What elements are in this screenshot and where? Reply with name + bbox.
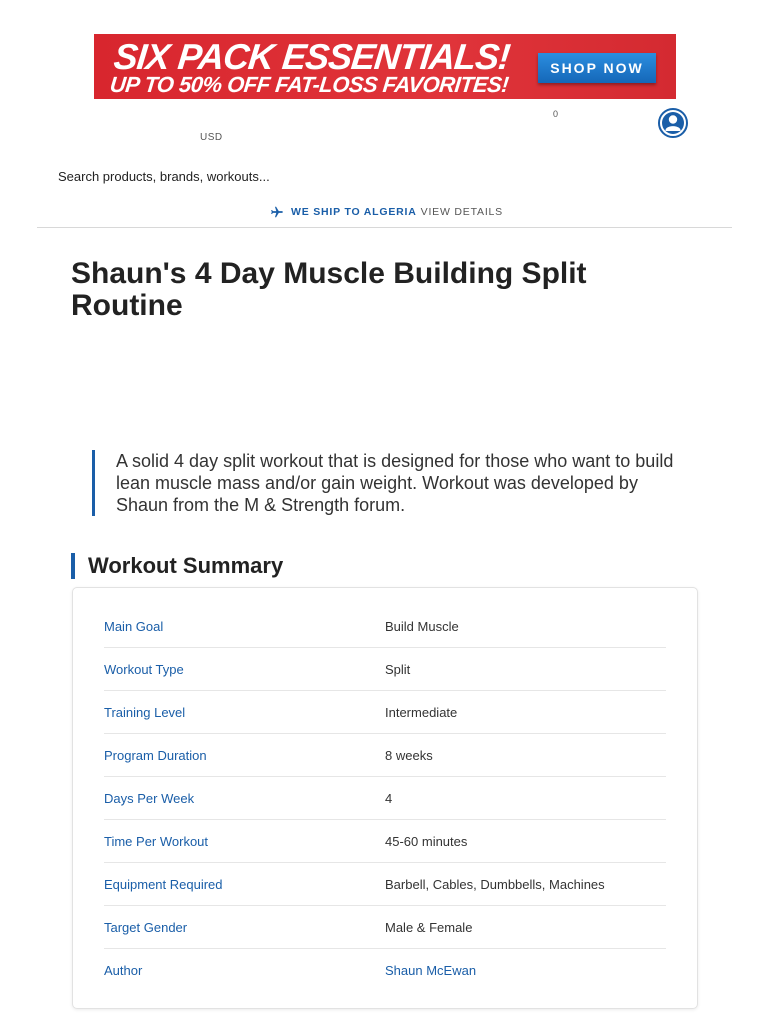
summary-label[interactable]: Time Per Workout (104, 833, 209, 849)
summary-label[interactable]: Equipment Required (104, 876, 223, 892)
view-details-link[interactable]: VIEW DETAILS (420, 206, 503, 218)
summary-label[interactable]: Training Level (104, 704, 186, 720)
shop-now-button[interactable]: SHOP NOW (538, 53, 656, 83)
summary-value: Split (385, 661, 411, 677)
table-row (104, 648, 666, 691)
summary-label[interactable]: Author (104, 962, 143, 978)
table-row (104, 777, 666, 820)
summary-value: Intermediate (385, 704, 458, 720)
summary-label[interactable]: Main Goal (104, 618, 164, 634)
summary-label[interactable]: Program Duration (104, 747, 207, 763)
shipping-notice (270, 204, 503, 220)
table-row (104, 906, 666, 949)
summary-label[interactable]: Target Gender (104, 919, 188, 935)
table-row (104, 605, 666, 648)
table-row (104, 949, 666, 991)
workout-summary-heading: Workout Summary (71, 553, 283, 579)
summary-value: 4 (385, 790, 393, 806)
summary-label[interactable]: Workout Type (104, 661, 184, 677)
search-input[interactable] (58, 166, 458, 186)
table-row (104, 820, 666, 863)
table-row (104, 691, 666, 734)
header-divider (37, 227, 732, 228)
summary-table (104, 605, 666, 991)
summary-value: 45-60 minutes (385, 833, 468, 849)
shipping-country: WE SHIP TO ALGERIA (291, 206, 417, 218)
cart-count[interactable]: 0 (553, 109, 559, 119)
banner-headline: SIX PACK ESSENTIALS! (111, 36, 512, 77)
banner-subline: UP TO 50% OFF FAT-LOSS FAVORITES! (108, 72, 510, 97)
table-row (104, 734, 666, 777)
summary-value: Male & Female (385, 919, 473, 935)
table-row (104, 863, 666, 906)
currency-selector[interactable]: USD (200, 132, 223, 143)
page-title: Shaun's 4 Day Muscle Building Split Routine (71, 257, 587, 322)
workout-description: A solid 4 day split workout that is designed for those who want to build lean muscle mass and/or gain weight. Workout was developed by Shaun from the M & Strength forum. (92, 450, 676, 516)
user-icon[interactable] (658, 108, 688, 138)
summary-label[interactable]: Days Per Week (104, 790, 195, 806)
promo-banner[interactable] (94, 34, 676, 99)
summary-value: Barbell, Cables, Dumbbells, Machines (385, 876, 605, 892)
author-link[interactable]: Shaun McEwan (385, 962, 477, 978)
airplane-icon (270, 205, 284, 219)
summary-value: 8 weeks (385, 747, 433, 763)
workout-summary-card (72, 587, 698, 1009)
summary-value: Build Muscle (385, 618, 459, 634)
